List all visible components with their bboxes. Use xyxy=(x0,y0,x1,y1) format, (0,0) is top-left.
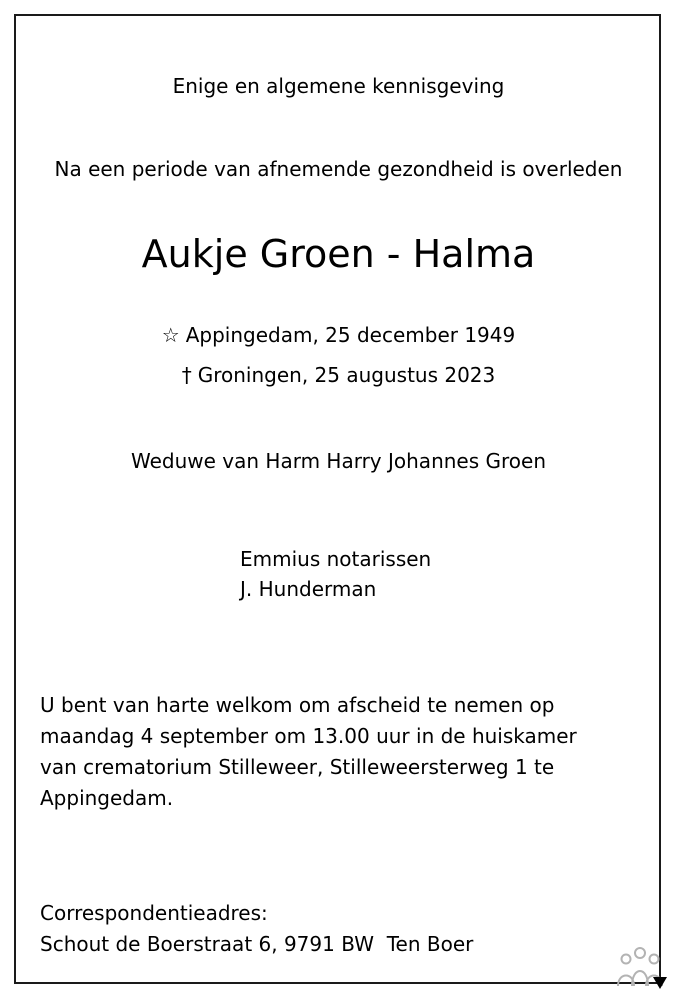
correspondence-label: Correspondentieadres: xyxy=(40,901,268,925)
intro-text: Na een periode van afnemende gezondheid is overleden xyxy=(54,157,623,181)
triangle-down-icon[interactable] xyxy=(652,975,668,991)
welcome-line: van crematorium Stilleweer, Stilleweersterweg 1 te xyxy=(40,755,555,779)
welcome-line: U bent van harte welkom om afscheid te nemen op xyxy=(40,693,555,717)
notary-block xyxy=(240,544,431,604)
welcome-paragraph xyxy=(40,690,577,814)
notice-heading: Enige en algemene kennisgeving xyxy=(172,74,505,98)
welcome-line: Appingedam. xyxy=(40,786,174,810)
welcome-line: maandag 4 september om 13.00 uur in de huiskamer xyxy=(40,724,577,748)
death-text: Groningen, 25 augustus 2023 xyxy=(197,363,496,387)
notary-firm: Emmius notarissen xyxy=(240,547,432,571)
cross-icon: † xyxy=(181,363,192,387)
correspondence-address: Schout de Boerstraat 6, 9791 BW Ten Boer xyxy=(40,932,474,956)
birth-line xyxy=(0,321,677,349)
star-icon: ☆ xyxy=(161,323,180,347)
notary-person: J. Hunderman xyxy=(240,577,377,601)
death-line xyxy=(0,361,677,389)
correspondence-block xyxy=(40,898,473,960)
birth-text: Appingedam, 25 december 1949 xyxy=(185,323,516,347)
deceased-name: Aukje Groen - Halma xyxy=(141,232,536,276)
widow-of-text: Weduwe van Harm Harry Johannes Groen xyxy=(130,449,546,473)
